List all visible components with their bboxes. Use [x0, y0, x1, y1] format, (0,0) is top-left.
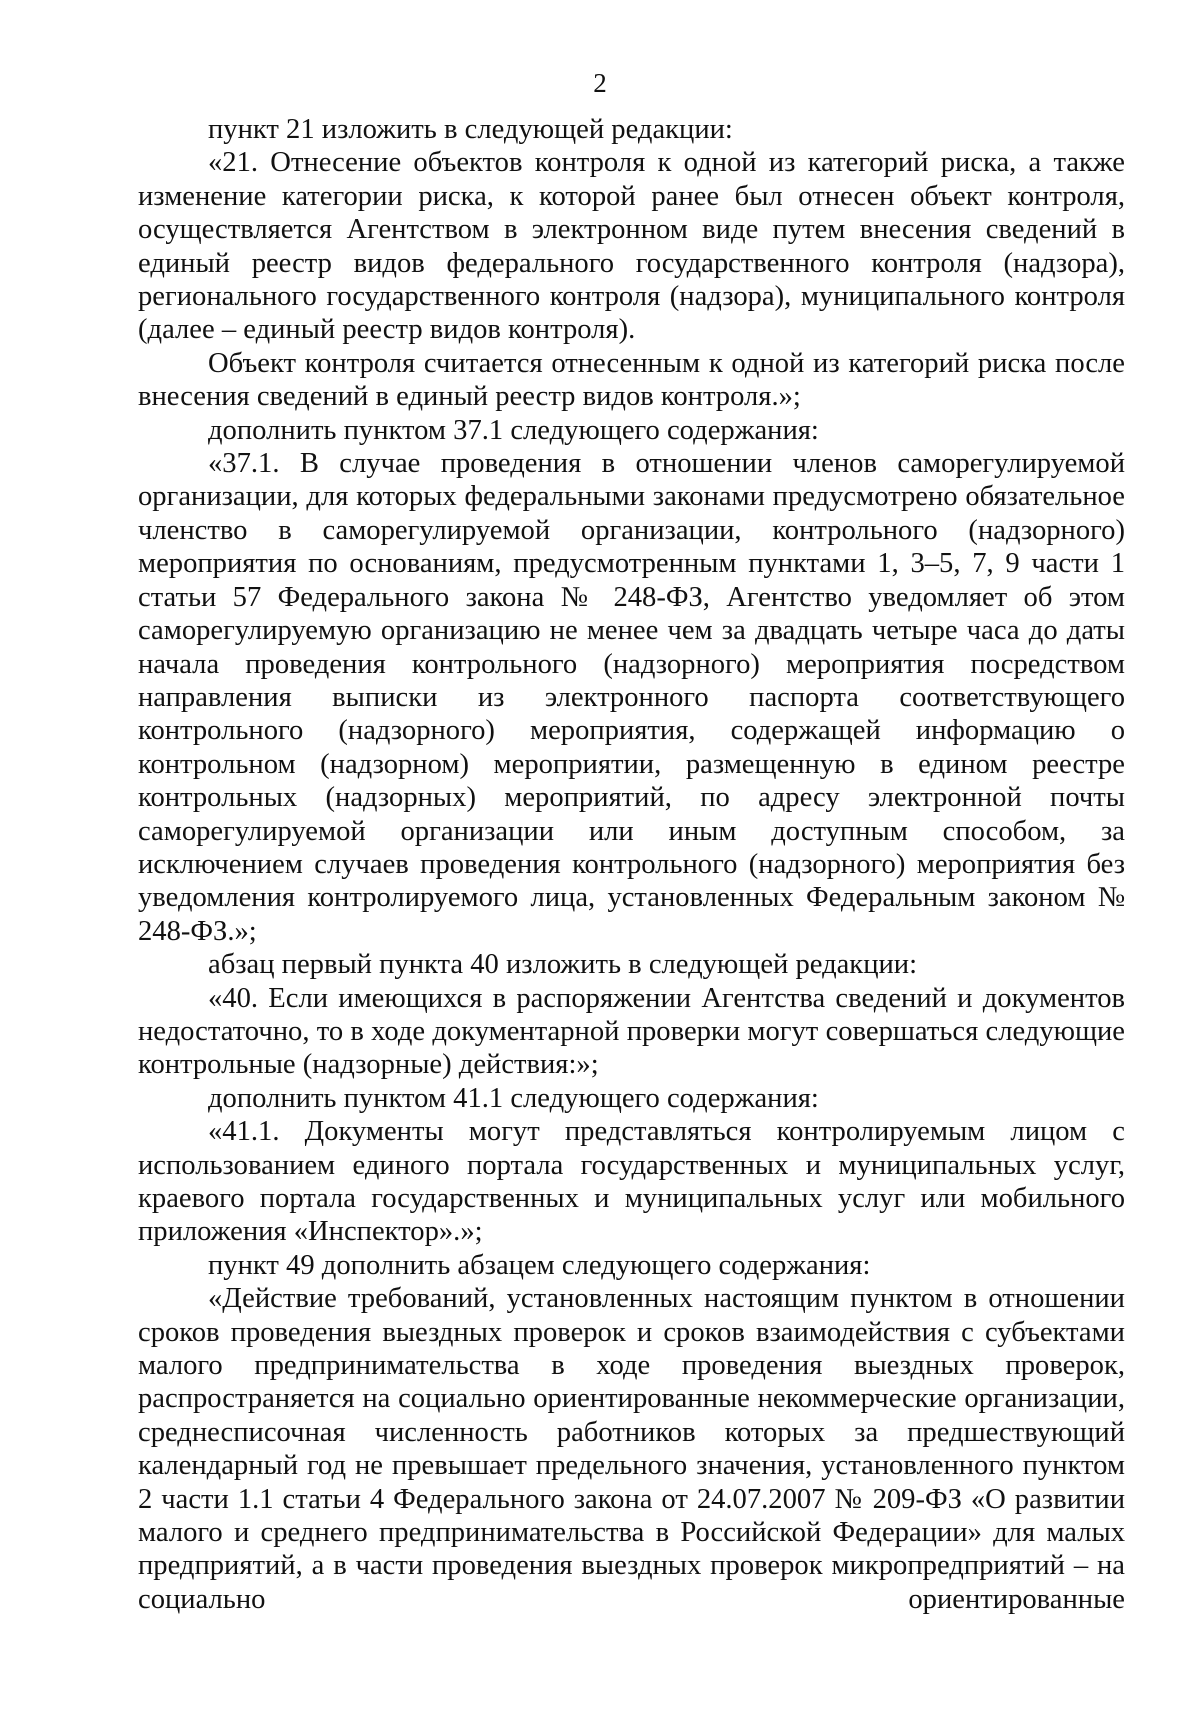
paragraph-item-40-text: «40. Если имеющихся в распоряжении Агентства сведений и документов недостаточно, то в ходе документарной проверки могут совершаться следующие контрольные (надзорные) действия:»;	[138, 982, 1125, 1081]
paragraph-item-37-1-intro: дополнить пунктом 37.1 следующего содержания:	[208, 414, 819, 446]
page-number: 2	[593, 68, 607, 98]
paragraph-item-49-text: «Действие требований, установленных настоящим пунктом в отношении сроков проведения выездных проверок и сроков взаимодействия с субъектами малого предпринимательства в ходе проведения выездных проверок, распространяется на социально ориентированные некоммерческие организации, среднесписочная численность работников которых за предшествующий календарный год не превышает предельного значения, установленного пунктом 2 части 1.1 статьи 4 Федерального закона от 24.07.2007 № 209-ФЗ «О развитии малого и среднего предпринимательства в Российской Федерации» для малых предприятий, а в части проведения выездных проверок микропредприятий – на социально ориентированные	[138, 1283, 1125, 1615]
paragraph-item-49-intro: пункт 49 дополнить абзацем следующего содержания:	[208, 1249, 871, 1281]
paragraph-item-37-1-text: «37.1. В случае проведения в отношении членов саморегулируемой организации, для которых федеральными законами предусмотрено обязательное членство в саморегулируемой организации, контрольного (надзорного) мероприятия по основаниям, предусмотренным пунктами 1, 3–5, 7, 9 части 1 статьи 57 Федерального закона № 248-ФЗ, Агентство уведомляет об этом саморегулируемую организацию не менее чем за двадцать четыре часа до даты начала проведения контрольного (надзорного) мероприятия посредством направления выписки из электронного паспорта соответствующего контрольного (надзорного) мероприятия, содержащей информацию о контрольном (надзорном) мероприятии, размещенную в едином реестре контрольных (надзорных) мероприятий, по адресу электронной почты саморегулируемой организации или иным доступным способом, за исключением случаев проведения контрольного (надзорного) мероприятия без уведомления контролируемого лица, установленных Федеральным законом № 248-ФЗ.»;	[138, 448, 1125, 947]
document-body	[138, 113, 1125, 1616]
paragraph-item-21-intro: пункт 21 изложить в следующей редакции:	[208, 114, 733, 145]
paragraph-item-41-1-text: «41.1. Документы могут представляться контролируемым лицом с использованием единого портала государственных и муниципальных услуг, краевого портала государственных и муниципальных услуг или мобильного приложения «Инспектор».»;	[138, 1116, 1125, 1248]
paragraph-item-21-text: «21. Отнесение объектов контроля к одной из категорий риска, а также изменение категории риска, к которой ранее был отнесен объект контроля, осуществляется Агентством в электронном виде путем внесения сведений в единый реестр видов федерального государственного контроля (надзора), регионального государственного контроля (надзора), муниципального контроля (далее – единый реестр видов контроля).	[138, 147, 1125, 346]
paragraph-item-21-risk: Объект контроля считается отнесенным к одной из категорий риска после внесения сведений в единый реестр видов контроля.»;	[138, 347, 1125, 413]
paragraph-item-40-intro: абзац первый пункта 40 изложить в следующей редакции:	[208, 949, 918, 981]
paragraph-item-41-1-intro: дополнить пунктом 41.1 следующего содержания:	[208, 1082, 819, 1114]
